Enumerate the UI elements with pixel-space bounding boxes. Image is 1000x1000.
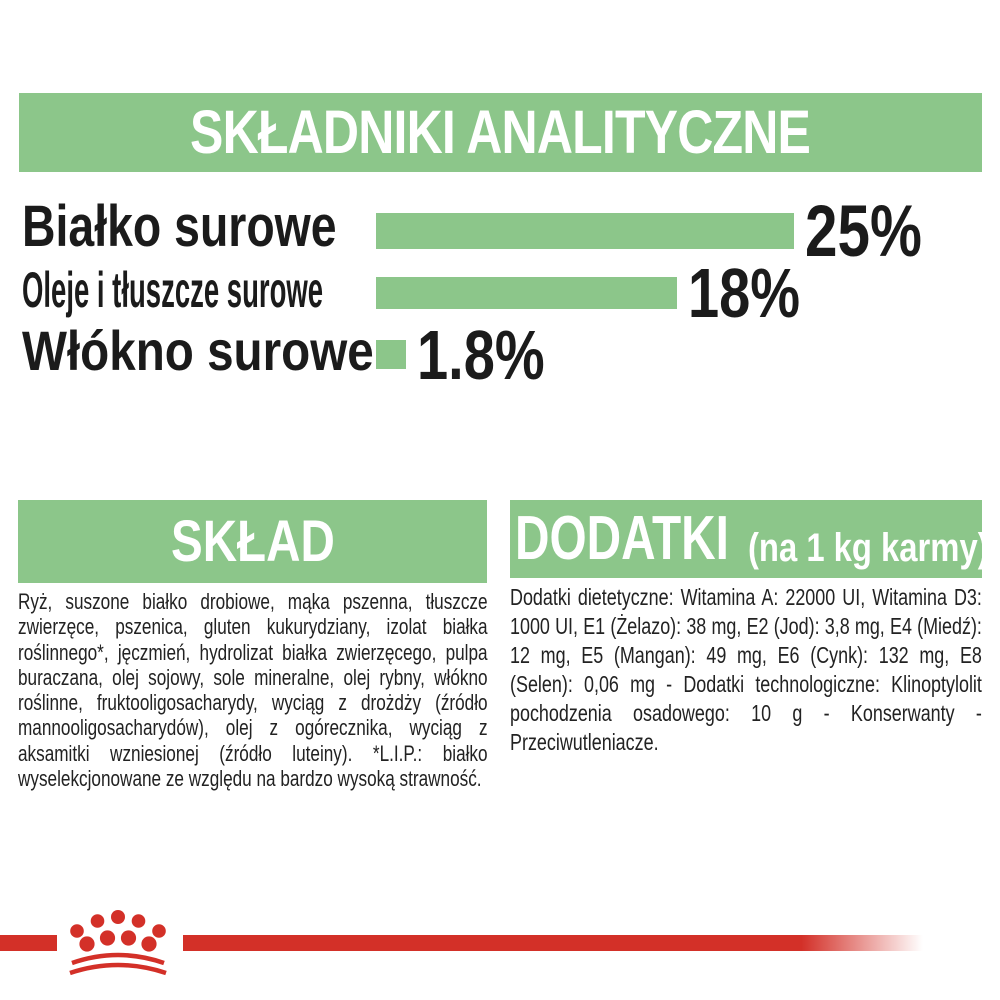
chart-category-label-crude-protein: Białko surowe: [22, 194, 337, 259]
composition-header-bar: [18, 500, 487, 583]
bar-value-crude-oils-fats: 18%: [688, 254, 801, 332]
royal-canin-crown-logo: [66, 906, 170, 984]
additives-text-block: [510, 583, 982, 757]
additives-title: DODATKI: [515, 504, 729, 573]
bar-crude-oils-fats: [376, 277, 677, 309]
additives-header-bar: [510, 500, 989, 578]
chart-category-label-crude-fibre: Włókno surowe: [22, 319, 374, 382]
page-title: SKŁADNIKI ANALITYCZNE: [190, 98, 811, 166]
composition-body-text: Ryż, suszone białko drobiowe, mąka pszenna, tłuszcze zwierzęce, pszenica, gluten kukurydziany, izolat białka roślinnego*, jęczmień, hydrolizat białka zwierzęcego, pulpa buraczana, olej sojowy, sole mineralne, olej rybny, włókno roślinne, fruktooligosacharydy, wyciąg z drożdży (źródło mannooligosacharydów), olej z ogórecznika, wyciąg z aksamitki wzniesionej (źródło luteiny). *L.I.P.: białko wyselekcjonowane ze względu na bardzo wysoką strawność.: [18, 589, 488, 792]
chart-row-crude-fibre: [376, 315, 577, 394]
bar-value-crude-protein: 25%: [805, 190, 922, 272]
bar-crude-protein: [376, 213, 794, 249]
chart-row-crude-protein: [376, 190, 951, 272]
bar-value-crude-fibre: 1.8%: [417, 315, 545, 394]
additives-body-text: Dodatki dietetyczne: Witamina A: 22000 UI, Witamina D3: 1000 UI, E1 (Żelazo): 38 mg, E2 (Jod): 3,8 mg, E4 (Miedź): 12 mg, E5 (Mangan): 49 mg, E6 (Cynk): 132 mg, E8 (Selen): 0,06 mg - Dodatki technologiczne: Klinoptylolit pochodzenia osadowego: 10 g - Konserwanty - Przeciwutleniacze.: [510, 584, 982, 755]
chart-category-label-crude-oils-fats: Oleje i tłuszcze surowe: [22, 262, 324, 318]
additives-subtitle-wrap: [748, 526, 989, 570]
bar-crude-fibre: [376, 340, 406, 369]
composition-text-block: [18, 589, 488, 791]
chart-row-crude-oils-fats: [376, 254, 828, 332]
additives-title-wrap: [515, 504, 733, 573]
composition-title: SKŁAD: [170, 508, 335, 574]
additives-subtitle: (na 1 kg karmy): [748, 526, 989, 570]
analytical-components-header-bar: [19, 93, 982, 172]
